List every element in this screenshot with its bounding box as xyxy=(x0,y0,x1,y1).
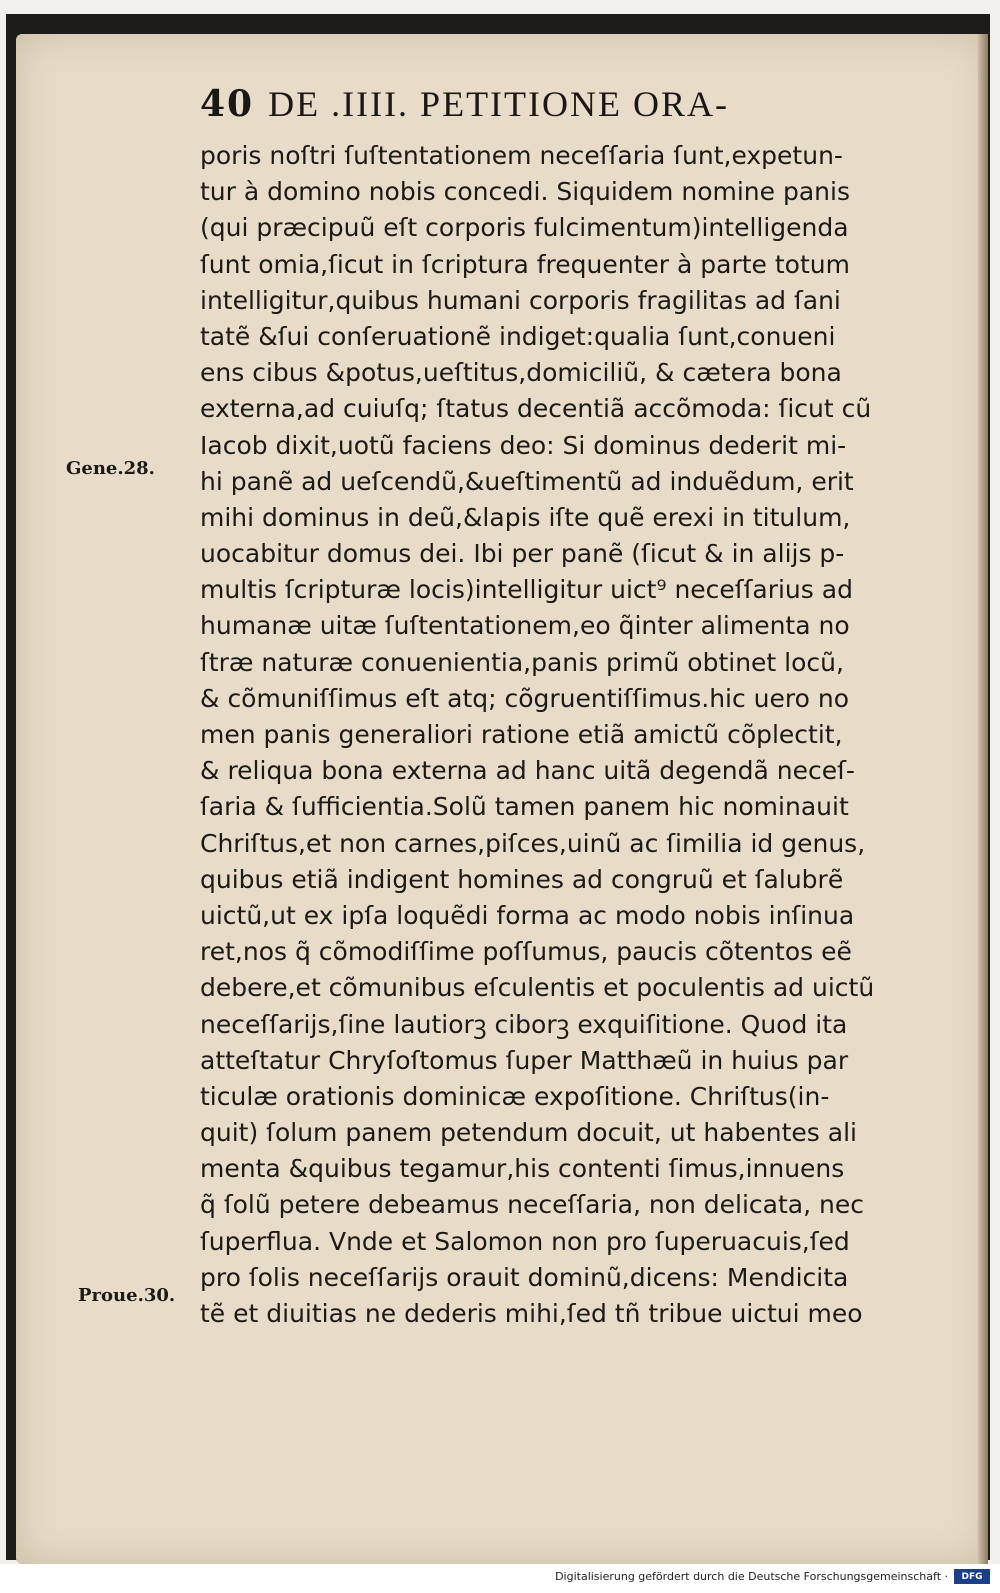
text-line: hi panẽ ad ueſcendũ,&ueſtimentũ ad induẽdum, erit xyxy=(200,466,854,496)
body-text xyxy=(200,138,926,1332)
text-line: poris noſtri ſuſtentationem neceſſaria ſunt,expetun- xyxy=(200,141,843,170)
text-line: externa,ad cuiuſq; ſtatus decentiã accõmoda: ſicut cũ xyxy=(200,394,872,424)
digitization-footer xyxy=(0,1564,1000,1593)
text-line: atteſtatur Chryſoſtomus ſuper Matthæũ in huius par xyxy=(200,1045,849,1075)
text-line: q̃ ſolũ petere debeamus neceſſaria, non delicata, nec xyxy=(200,1190,864,1220)
text-line: multis ſcripturæ locis)intelligitur uict⁹ neceſſarius ad xyxy=(200,575,853,605)
text-line: tẽ et diuitias ne dederis mihi,ſed tñ tribue uictui meo xyxy=(200,1299,863,1328)
text-line: men panis generaliori ratione etiã amictũ cõplectit, xyxy=(200,720,843,749)
text-line: ſuperflua. Vnde et Salomon non pro ſuperuacuis,ſed xyxy=(200,1226,850,1256)
marginal-note-genesis: Gene.28. xyxy=(66,458,155,479)
text-line: quit) ſolum panem petendum docuit, ut habentes ali xyxy=(200,1118,857,1148)
running-head xyxy=(200,76,880,132)
funding-credit: Digitalisierung gefördert durch die Deutsche Forschungsgemeinschaft · xyxy=(555,1570,948,1583)
text-line: pro ſolis neceſſarijs orauit dominũ,dicens: Mendicita xyxy=(200,1262,849,1292)
text-line: ſaria & ſufficientia.Solũ tamen panem hic nominauit xyxy=(200,792,849,822)
text-line: & reliqua bona externa ad hanc uitã degendã neceſ- xyxy=(200,756,855,786)
page-number: 40 xyxy=(200,83,255,125)
text-line: mihi dominus in deũ,&lapis iſte quẽ erexi in titulum, xyxy=(200,502,851,532)
text-line: quibus etiã indigent homines ad congruũ et ſalubrẽ xyxy=(200,864,844,894)
text-line: Chriſtus,et non carnes,piſces,uinũ ac ſimilia id genus, xyxy=(200,828,866,858)
text-line: & cõmuniſſimus eſt atq; cõgruentiſſimus.hic uero no xyxy=(200,683,850,713)
text-line: tur à domino nobis concedi. Siquidem nomine panis xyxy=(200,177,850,207)
text-line: ret,nos q̃ cõmodiſſime poſſumus, paucis cõtentos eẽ xyxy=(200,937,852,967)
text-line: Iacob dixit,uotũ faciens deo: Si dominus dederit mi- xyxy=(200,430,847,460)
text-line: tatẽ &ſui conſeruationẽ indiget:qualia ſunt,conueni xyxy=(200,321,836,351)
text-line: (qui præcipuũ eſt corporis fulcimentum)intelligenda xyxy=(200,213,849,243)
running-head-title: DE .IIII. PETITIONE ORA- xyxy=(268,84,730,124)
text-line: neceſſarijs,ſine lautiorꝫ ciborꝫ exquiſitione. Quod ita xyxy=(200,1009,848,1039)
text-line: uocabitur domus dei. Ibi per panẽ (ſicut & in alijs p- xyxy=(200,539,845,569)
text-line: ticulæ orationis dominicæ expoſitione. Chriſtus(in- xyxy=(200,1081,830,1111)
text-line: ens cibus &potus,ueſtitus,domiciliũ, & cætera bona xyxy=(200,358,842,388)
text-line: uictũ,ut ex ipſa loquẽdi forma ac modo nobis inſinua xyxy=(200,900,855,930)
text-line: intelligitur,quibus humani corporis fragilitas ad ſani xyxy=(200,285,841,315)
page-edge xyxy=(978,34,988,1564)
text-line: menta &quibus tegamur,his contenti ſimus,innuens xyxy=(200,1154,845,1184)
text-line: humanæ uitæ ſuſtentationem,eo q̃inter alimenta no xyxy=(200,611,850,641)
text-line: ſunt omia,ſicut in ſcriptura frequenter à parte totum xyxy=(200,249,850,279)
marginal-note-proverbs: Prouе.30. xyxy=(78,1285,176,1306)
text-line: ſtræ naturæ conuenientia,panis primũ obtinet locũ, xyxy=(200,647,844,677)
dfg-logo: DFG xyxy=(954,1569,990,1584)
text-line: debere,et cõmunibus eſculentis et poculentis ad uictũ xyxy=(200,973,875,1003)
